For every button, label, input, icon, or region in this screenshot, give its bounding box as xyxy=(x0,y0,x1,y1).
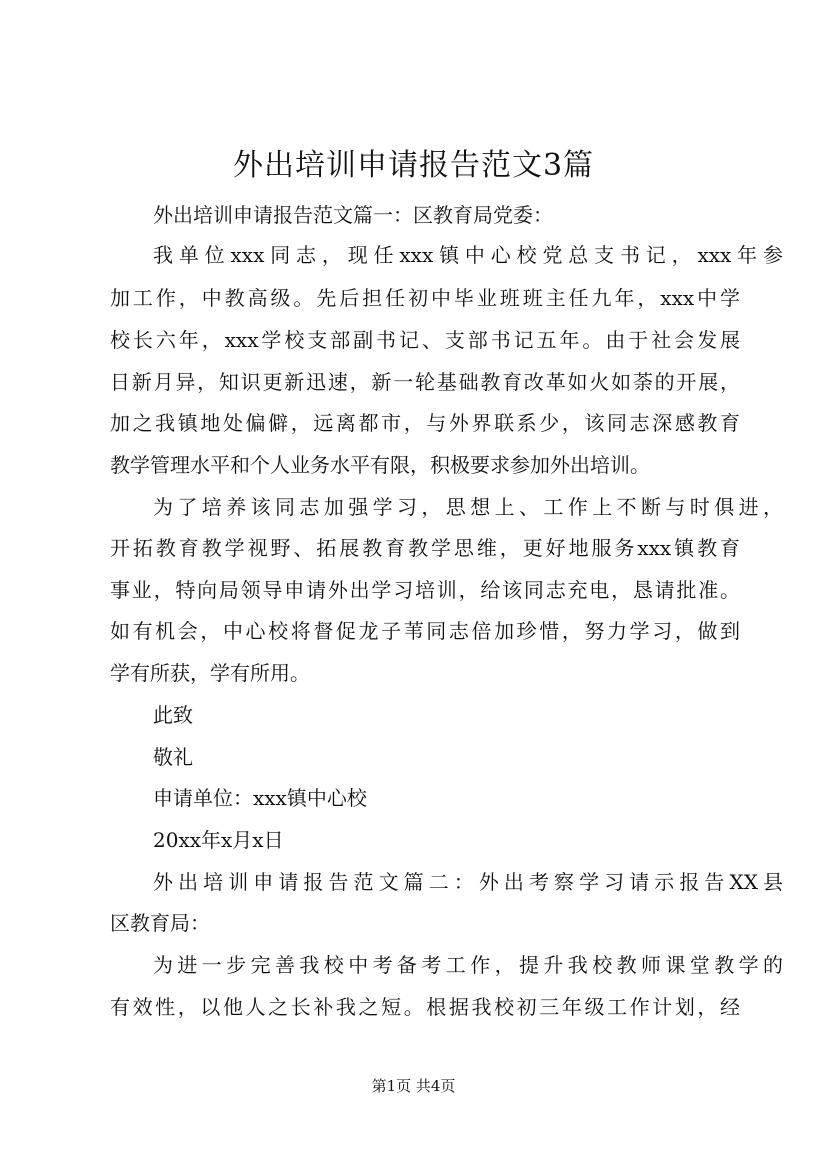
text-line: 开拓教育教学视野、拓展教育教学思维，更好地服务xxx镇教育 xyxy=(110,536,740,560)
text-line: 校长六年，xxx学校支部副书记、支部书记五年。由于社会发展 xyxy=(110,328,740,352)
page-number-footer: 第1页 共4页 xyxy=(371,1077,456,1095)
document-title: 外出培训申请报告范文3篇 xyxy=(232,148,595,183)
text-line: 我单位xxx同志，现任xxx镇中心校党总支书记，xxx年参 xyxy=(153,243,783,267)
text-line: 此致 xyxy=(153,703,193,727)
text-line: 为进一步完善我校中考备考工作，提升我校教师课堂教学的 xyxy=(153,953,783,977)
text-line: 教学管理水平和个人业务水平有限，积极要求参加外出培训。 xyxy=(110,453,650,477)
text-line: 日新月异，知识更新迅速，新一轮基础教育改革如火如荼的开展， xyxy=(110,370,740,394)
text-line: 加之我镇地处偏僻，远离都市，与外界联系少，该同志深感教育 xyxy=(110,411,740,435)
text-line: 敬礼 xyxy=(153,745,193,769)
text-line: 学有所获，学有所用。 xyxy=(110,661,310,685)
text-line: 事业，特向局领导申请外出学习培训，给该同志充电，恳请批准。 xyxy=(110,578,740,602)
text-line: 加工作，中教高级。先后担任初中毕业班班主任九年，xxx中学 xyxy=(110,286,740,310)
text-line: 有效性，以他人之长补我之短。根据我校初三年级工作计划，经 xyxy=(110,995,740,1019)
text-line: 如有机会，中心校将督促龙子苇同志倍加珍惜，努力学习，做到 xyxy=(110,619,740,643)
text-line: 外出培训申请报告范文篇一：区教育局党委： xyxy=(153,203,553,227)
text-line: 20xx年x月x日 xyxy=(153,828,284,852)
text-line: 为了培养该同志加强学习，思想上、工作上不断与时俱进， xyxy=(153,495,783,519)
text-line: 申请单位：xxx镇中心校 xyxy=(153,786,367,810)
text-line: 区教育局： xyxy=(110,911,210,935)
text-line: 外出培训申请报告范文篇二：外出考察学习请示报告XX县 xyxy=(153,870,783,894)
